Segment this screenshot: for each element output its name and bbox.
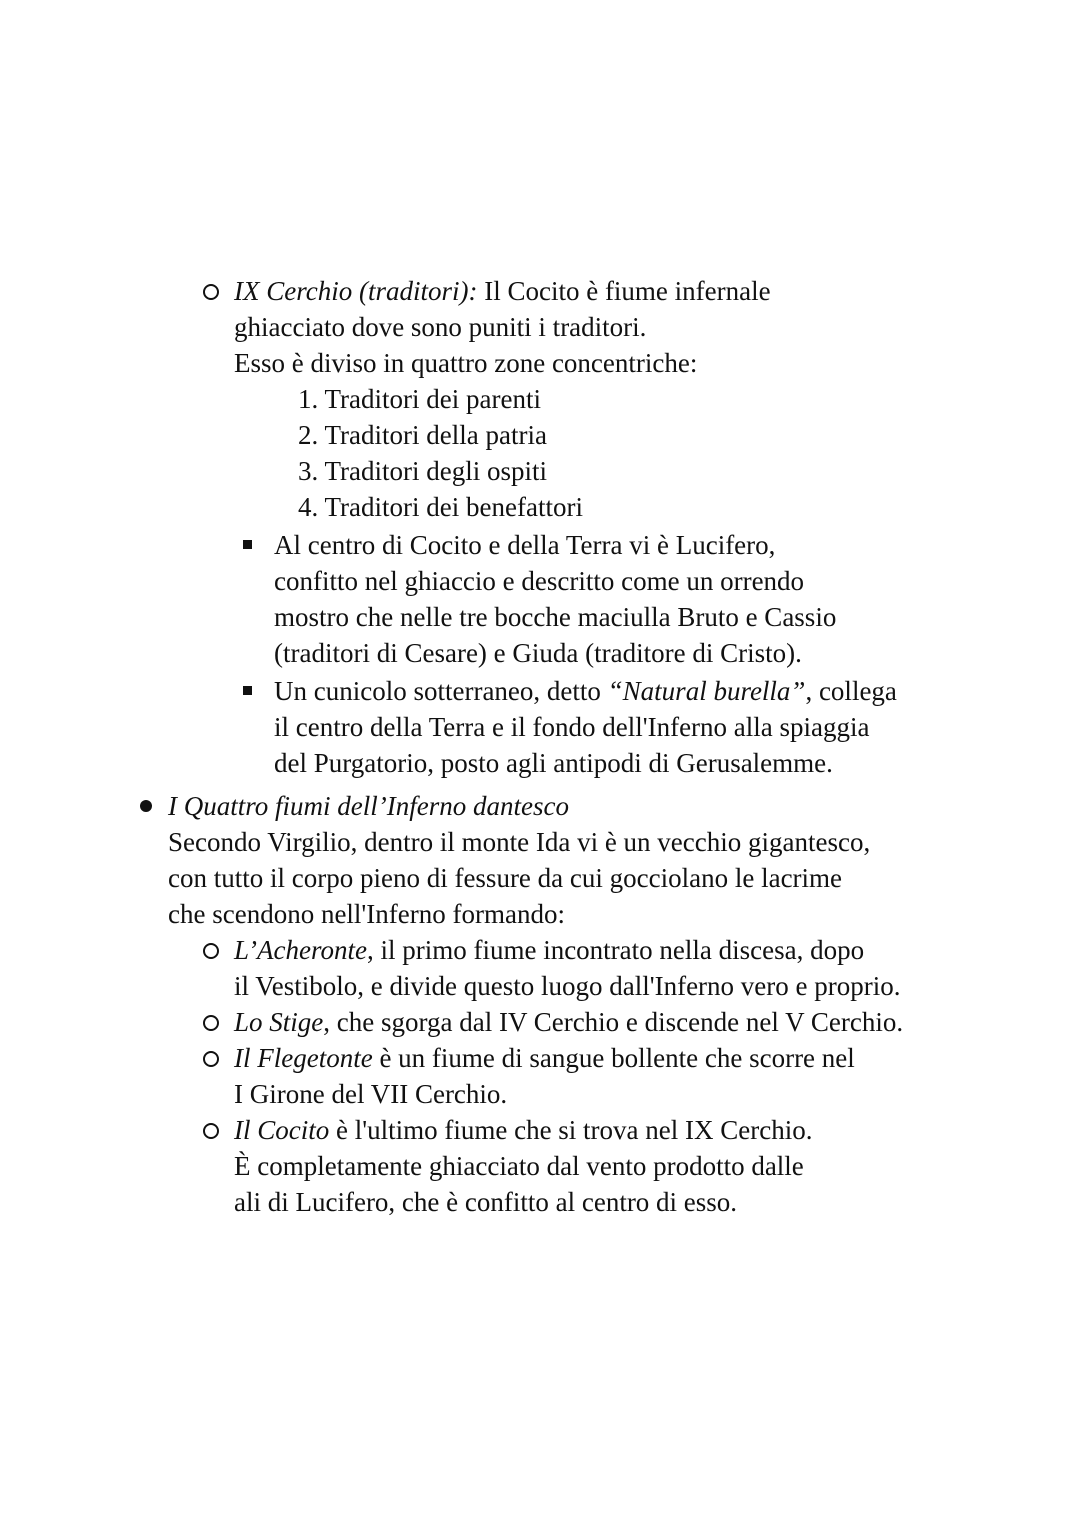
ix-cerchio-line-1 bbox=[234, 273, 771, 309]
cunicolo-line-2: il centro della Terra e il fondo dell'Inferno alla spiaggia bbox=[274, 712, 870, 742]
stige-name: Lo Stige bbox=[234, 1007, 324, 1037]
cocito-name: Il Cocito bbox=[234, 1115, 330, 1145]
rivers-intro-line: Secondo Virgilio, dentro il monte Ida vi è un vecchio gigantesco, bbox=[168, 827, 871, 857]
square-bullet-icon bbox=[243, 686, 252, 695]
natural-burella-term: “Natural burella” bbox=[607, 676, 806, 706]
cocito-line-3: ali di Lucifero, che è confitto al centro di esso. bbox=[234, 1187, 738, 1217]
zone-item: 1. Traditori dei parenti bbox=[298, 384, 541, 414]
zone-item: 3. Traditori degli ospiti bbox=[298, 456, 548, 486]
lucifero-line: mostro che nelle tre bocche maciulla Bruto e Cassio bbox=[274, 602, 837, 632]
cocito-line-1 bbox=[234, 1112, 812, 1148]
stige-text: , che sgorga dal IV Cerchio e discende nel V Cerchio. bbox=[323, 1007, 904, 1037]
hollow-circle-bullet-icon bbox=[203, 943, 219, 959]
cunicolo-line-3: del Purgatorio, posto agli antipodi di Gerusalemme. bbox=[274, 748, 833, 778]
rivers-intro-line: che scendono nell'Inferno formando: bbox=[168, 899, 565, 929]
rivers-intro-line: con tutto il corpo pieno di fessure da cui gocciolano le lacrime bbox=[168, 863, 843, 893]
hollow-circle-bullet-icon bbox=[203, 284, 219, 300]
cocito-line-2: È completamente ghiacciato dal vento prodotto dalle bbox=[234, 1151, 804, 1181]
lucifero-line: Al centro di Cocito e della Terra vi è Lucifero, bbox=[274, 530, 776, 560]
stige-line-1 bbox=[234, 1004, 903, 1040]
ix-cerchio-text: Il Cocito è fiume infernale bbox=[484, 276, 771, 306]
hollow-circle-bullet-icon bbox=[203, 1015, 219, 1031]
cunicolo-line-1 bbox=[274, 673, 897, 709]
acheronte-line-1 bbox=[234, 932, 864, 968]
ix-cerchio-line-2: ghiacciato dove sono puniti i traditori. bbox=[234, 312, 647, 342]
cunicolo-text: Un cunicolo sotterraneo, detto bbox=[274, 676, 608, 706]
lucifero-line: confitto nel ghiaccio e descritto come un orrendo bbox=[274, 566, 805, 596]
rivers-heading: I Quattro fiumi dell’Inferno dantesco bbox=[168, 791, 569, 821]
zone-item: 2. Traditori della patria bbox=[298, 420, 547, 450]
cocito-text: è l'ultimo fiume che si trova nel IX Cerchio. bbox=[329, 1115, 813, 1145]
flegetonte-line-1 bbox=[234, 1040, 855, 1076]
filled-circle-bullet-icon bbox=[140, 800, 152, 812]
lucifero-line: (traditori di Cesare) e Giuda (traditore di Cristo). bbox=[274, 638, 802, 668]
square-bullet-icon bbox=[243, 540, 252, 549]
acheronte-line-2: il Vestibolo, e divide questo luogo dall'Inferno vero e proprio. bbox=[234, 971, 901, 1001]
flegetonte-name: Il Flegetonte bbox=[234, 1043, 373, 1073]
zone-item: 4. Traditori dei benefattori bbox=[298, 492, 583, 522]
flegetonte-line-2: I Girone del VII Cerchio. bbox=[234, 1079, 508, 1109]
acheronte-name: L’Acheronte bbox=[234, 935, 367, 965]
ix-cerchio-line-3: Esso è diviso in quattro zone concentriche: bbox=[234, 348, 698, 378]
hollow-circle-bullet-icon bbox=[203, 1051, 219, 1067]
hollow-circle-bullet-icon bbox=[203, 1123, 219, 1139]
acheronte-text: , il primo fiume incontrato nella discesa, dopo bbox=[366, 935, 865, 965]
ix-cerchio-title: IX Cerchio (traditori): bbox=[234, 276, 478, 306]
cunicolo-text: , collega bbox=[805, 676, 897, 706]
flegetonte-text: è un fiume di sangue bollente che scorre nel bbox=[372, 1043, 855, 1073]
